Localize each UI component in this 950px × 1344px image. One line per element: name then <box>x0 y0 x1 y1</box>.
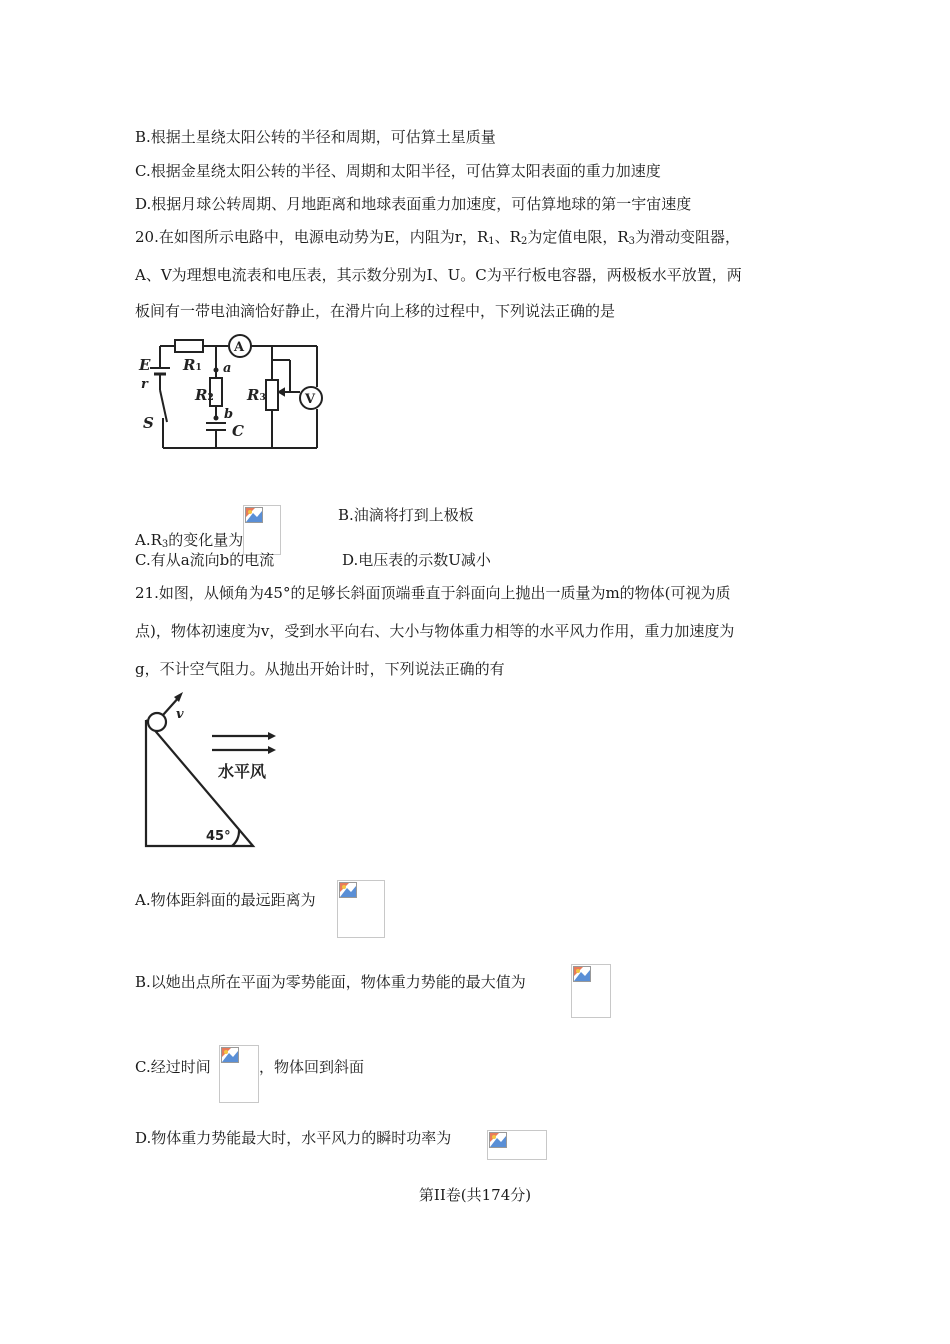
label-C: C <box>232 422 244 440</box>
broken-image-icon <box>487 1130 547 1160</box>
q19-option-d: D.根据月球公转周期、月地距离和地球表面重力加速度，可估算地球的第一宇宙速度 <box>135 195 692 213</box>
label-r: r <box>141 377 148 392</box>
voltmeter-label: V <box>305 392 316 407</box>
q20-stem-line1: 20.在如图所示电路中，电源电动势为E，内阻为r，$R_1$、$R_2$为定值电限，$R_3$为滑动变阻器， <box>135 228 741 247</box>
broken-image-icon <box>571 964 611 1018</box>
label-b: b <box>224 407 234 422</box>
q21-option-c: C.经过时间 ，物体回到斜面 <box>135 1057 211 1077</box>
q20-option-d: D.电压表的示数U减小 <box>342 551 491 569</box>
q20-option-c: C.有从a流向b的电流 <box>135 551 275 569</box>
label-R3: R3 <box>247 386 266 404</box>
label-S: S <box>143 414 154 432</box>
circuit-diagram <box>135 330 330 455</box>
wind-label: 水平风 <box>218 762 267 781</box>
label-E: E <box>139 356 151 374</box>
q20-option-b: B.油滴将打到上极板 <box>338 506 474 524</box>
label-R1: R1 <box>183 356 202 374</box>
section-footer: 第II卷(共174分) <box>418 1186 532 1204</box>
q20-stem-line3: 板间有一带电油滴恰好静止，在滑片向上移的过程中，下列说法正确的是 <box>135 302 616 320</box>
q21-stem-line3: g，不计空气阻力。从抛出开始计时，下列说法正确的有 <box>135 660 505 678</box>
q21-stem-line1: 21.如图，从倾角为45°的足够长斜面顶端垂直于斜面向上抛出一质量为m的物体(可视为质 <box>135 584 731 602</box>
label-a: a <box>223 361 232 376</box>
angle-label: 45° <box>206 829 231 844</box>
incline-diagram <box>140 688 285 853</box>
q19-option-c: C.根据金星绕太阳公转的半径、周期和太阳半径，可估算太阳表面的重力加速度 <box>135 162 661 180</box>
label-R2: R2 <box>195 386 214 404</box>
q21-option-a: A.物体距斜面的最远距离为 <box>135 890 316 910</box>
velocity-label: v <box>176 707 184 722</box>
broken-image-icon <box>219 1045 259 1103</box>
q20-stem-line2: A、V为理想电流表和电压表，其示数分别为I、U。C为平行板电容器，两极板水平放置，两 <box>135 266 742 284</box>
broken-image-icon <box>337 880 385 938</box>
q21-stem-line2: 点)，物体初速度为v，受到水平向右、大小与物体重力相等的水平风力作用，重力加速度为 <box>135 622 735 640</box>
q20-option-a: $A.R_3$的变化量为 <box>135 505 281 555</box>
ammeter-label: A <box>234 340 245 355</box>
q21-option-b: B.以她出点所在平面为零势能面，物体重力势能的最大值为 <box>135 972 526 992</box>
broken-image-icon <box>243 505 281 555</box>
q21-option-d: D.物体重力势能最大时，水平风力的瞬时功率为 <box>135 1128 451 1148</box>
q19-option-b: B.根据土星绕太阳公转的半径和周期，可估算土星质量 <box>135 128 496 146</box>
